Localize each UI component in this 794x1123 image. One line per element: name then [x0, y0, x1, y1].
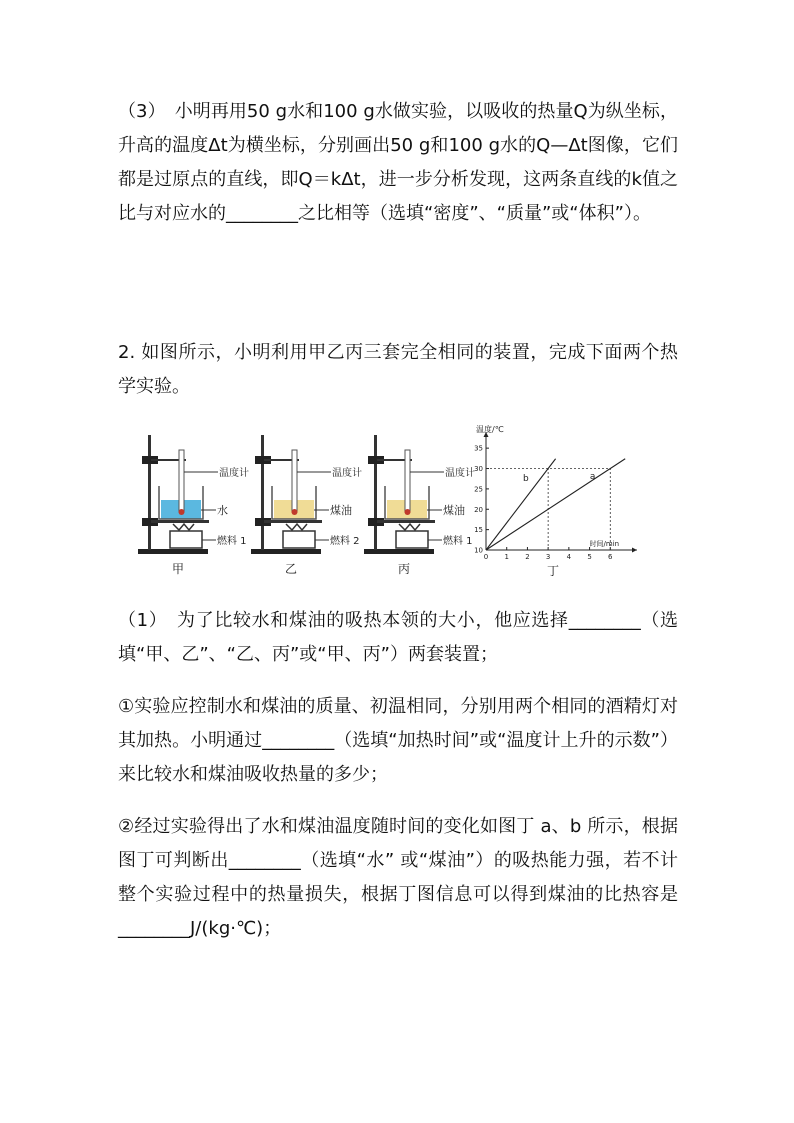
thermometer [179, 450, 184, 512]
y-tick-label: 30 [474, 465, 483, 474]
x-tick-label: 5 [587, 553, 592, 561]
circle2-paragraph: ②经过实验得出了水和煤油温度随时间的变化如图丁 a、b 所示，根据图丁可判断出________（选填“水” 或“煤油”）的吸热能力强，若不计整个实验过程中的热量损失，根据丁图信息可以得到煤油的比热容是________J/(kg·℃)； [118, 816, 678, 939]
sub1-paragraph: （1） 为了比较水和煤油的吸热本领的大小，他应选择________（选填“甲、乙”、“乙、丙”或“甲、丙”）两套装置； [118, 610, 678, 665]
part3-paragraph: （3） 小明再用50 g水和100 g水做实验，以吸收的热量Q为纵坐标，升高的温度Δt为横坐标，分别画出50 g和100 g水的Q—Δt图像，它们都是过原点的直线，即Q＝kΔt，进一步分析发现，这两条直线的k值之比与对应水的________之比相等（选填“密度”、“质量”或“体积”）。 [118, 101, 678, 224]
series-line-a [486, 459, 625, 550]
thermometer-label: 温度计 [219, 468, 249, 479]
thermometer-label: 温度计 [445, 468, 475, 479]
apparatus-label: 丙 [397, 562, 411, 576]
y-tick-label: 20 [474, 505, 483, 514]
question2-paragraph: 2. 如图所示，小明利用甲乙丙三套完全相同的装置，完成下面两个热学实验。 [118, 342, 678, 397]
series-line-b [486, 459, 556, 550]
fuel-label: 燃料 1 [443, 536, 473, 547]
temperature-time-graph [468, 420, 678, 580]
thermometer-label: 温度计 [332, 468, 362, 479]
x-tick-label: 0 [483, 553, 489, 561]
liquid-label: 煤油 [443, 504, 465, 517]
apparatus-label: 甲 [171, 562, 185, 576]
series-label-b: b [522, 474, 529, 485]
x-tick-label: 3 [545, 553, 551, 561]
burner [399, 524, 420, 530]
x-tick-label: 2 [525, 553, 530, 561]
burner [286, 524, 307, 530]
x-tick-label: 4 [566, 553, 572, 561]
y-tick-label: 35 [474, 444, 483, 453]
fuel-box [170, 531, 202, 548]
burner [173, 524, 194, 530]
apparatus-label: 乙 [284, 562, 298, 576]
x-axis-arrow [632, 548, 637, 553]
circle1-paragraph: ①实验应控制水和煤油的质量、初温相同，分别用两个相同的酒精灯对其加热。小明通过________（选填“加热时间”或“温度计上升的示数”）来比较水和煤油吸收热量的多少； [118, 696, 678, 785]
y-axis-label: 温度/℃ [476, 425, 504, 434]
x-tick-label: 6 [608, 553, 613, 561]
graph-label: 丁 [546, 564, 560, 578]
fuel-box [396, 531, 428, 548]
thermometer [292, 450, 297, 512]
y-tick-label: 10 [474, 546, 483, 555]
apparatus-yi [241, 420, 362, 580]
series-label-a: a [589, 472, 596, 483]
fuel-label: 燃料 2 [330, 536, 360, 547]
x-tick-label: 1 [504, 553, 509, 561]
thermometer [405, 450, 410, 512]
x-axis-label: 时间/min [589, 540, 620, 548]
apparatus-bing [354, 420, 475, 580]
experiment-figure [118, 420, 678, 580]
apparatus-jia [128, 420, 249, 580]
y-tick-label: 15 [474, 526, 483, 535]
fuel-box [283, 531, 315, 548]
liquid-label: 水 [217, 504, 228, 517]
liquid-label: 煤油 [330, 504, 352, 517]
fuel-label: 燃料 1 [217, 536, 247, 547]
y-tick-label: 25 [474, 485, 483, 494]
